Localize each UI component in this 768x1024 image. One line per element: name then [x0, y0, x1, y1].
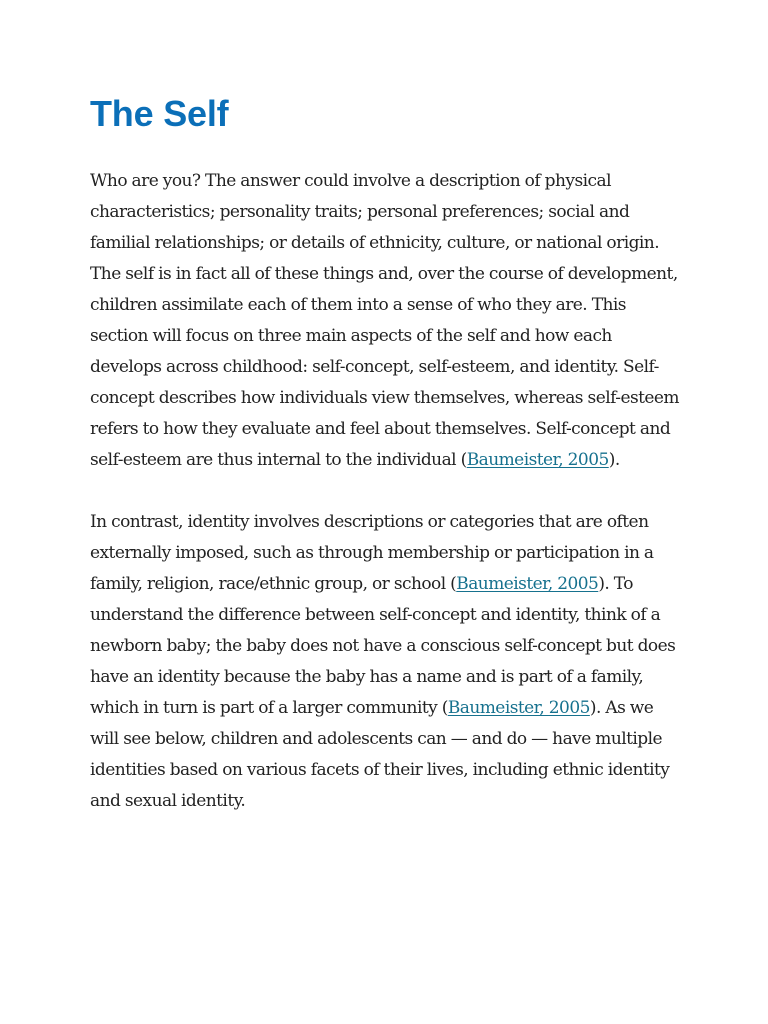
citation-link-baumeister-2[interactable]: Baumeister, 2005	[456, 574, 599, 594]
paragraph-identity-text-c: ). As we will see below, children and adolescents can — and do — have multiple identities based on various facets of their lives, including ethnic identity and sexual identity.	[90, 698, 670, 811]
page-title: The Self	[90, 93, 229, 134]
paragraph-identity-text-a: In contrast, identity involves descriptions or categories that are often externally imposed, such as through membership or participation in a family, religion, race/ethnic group, or school (	[90, 512, 654, 594]
paragraph-identity-text-b: ). To understand the difference between self-concept and identity, think of a newborn baby; the baby does not have a conscious self-concept but does have an identity because the baby has a name and is part of a family, which in turn is part of a larger community (	[90, 574, 676, 718]
citation-link-baumeister-1[interactable]: Baumeister, 2005	[466, 450, 609, 470]
article	[90, 88, 682, 817]
paragraph-intro-end: ).	[608, 450, 620, 470]
paragraph-intro	[90, 166, 682, 476]
paragraph-intro-text: Who are you? The answer could involve a description of physical characteristics; personality traits; personal preferences; social and familial relationships; or details of ethnicity, culture, or national origin. The self is in fact all of these things and, over the course of development, children assimilate each of them into a sense of who they are. This section will focus on three main aspects of the self and how each develops across childhood: self-concept, self-esteem, and identity. Self-concept describes how individuals view themselves, whereas self-esteem refers to how they evaluate and feel about themselves. Self-concept and self-esteem are thus internal to the individual (	[90, 171, 679, 470]
paragraph-identity	[90, 507, 682, 817]
citation-link-baumeister-3[interactable]: Baumeister, 2005	[447, 698, 590, 718]
